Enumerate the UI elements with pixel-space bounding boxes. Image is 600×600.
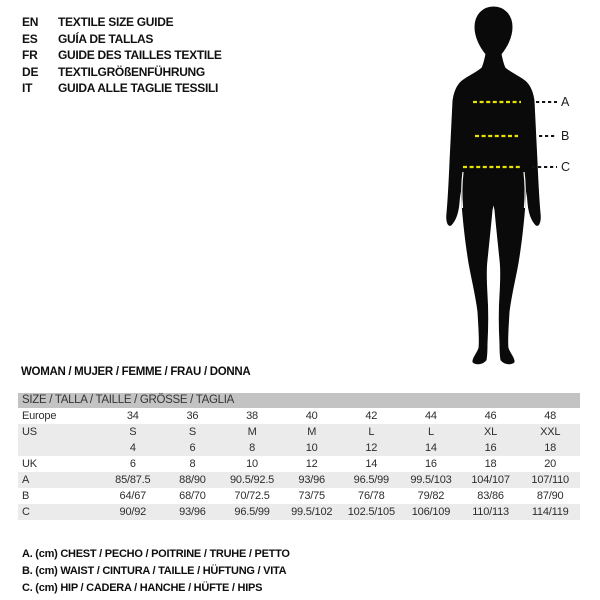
lang-row-de — [22, 64, 222, 81]
lang-row-es — [22, 31, 222, 48]
row-label: US — [22, 426, 37, 438]
lang-code: EN — [22, 15, 39, 29]
marker-label-waist: B — [561, 129, 570, 143]
lang-code: FR — [22, 48, 38, 62]
size-cell: 12 — [365, 442, 378, 454]
size-cell: 64/67 — [119, 490, 147, 502]
row-label: Europe — [22, 410, 57, 422]
lang-code: DE — [22, 64, 39, 79]
size-cell: 14 — [425, 442, 437, 454]
size-cell: 34 — [126, 410, 139, 422]
size-cell: 44 — [425, 410, 437, 422]
legend-line-chest: A. (cm) CHEST / PECHO / POITRINE / TRUHE / PETTO — [22, 548, 290, 560]
lang-title: GUÍA DE TALLAS — [58, 31, 154, 46]
row-label: A — [22, 474, 30, 486]
size-cell: 18 — [484, 458, 497, 470]
size-cell: XXL — [540, 426, 561, 438]
size-cell: 90.5/92.5 — [230, 474, 275, 486]
table-row — [18, 424, 580, 440]
table-row — [18, 408, 580, 424]
size-cell: 104/107 — [471, 474, 510, 486]
size-cell: 8 — [249, 442, 256, 454]
size-cell: 10 — [246, 458, 258, 470]
size-cell: S — [188, 426, 196, 438]
size-cell: L — [427, 426, 434, 438]
size-cell: 88/90 — [179, 474, 206, 486]
size-cell: 114/119 — [531, 506, 569, 518]
marker-label-chest: A — [561, 95, 570, 109]
size-cell: 10 — [305, 442, 318, 454]
table-row — [18, 488, 580, 504]
size-cell: 36 — [186, 410, 199, 422]
row-label — [18, 440, 103, 456]
size-cell: 40 — [305, 410, 318, 422]
size-cell: 12 — [305, 458, 318, 470]
row-label: UK — [22, 458, 37, 470]
size-cell: M — [307, 426, 317, 438]
lang-row-it — [22, 80, 222, 97]
size-cell: 102.5/105 — [347, 506, 395, 518]
table-row — [18, 504, 580, 520]
size-cell: 16 — [484, 442, 497, 454]
lang-row-fr — [22, 47, 222, 64]
size-table — [18, 393, 580, 520]
size-cell: 93/96 — [298, 474, 325, 486]
size-cell: 99.5/102 — [291, 506, 333, 518]
size-cell: 70/72.5 — [234, 490, 270, 502]
language-title-block — [22, 14, 222, 97]
table-row — [18, 472, 580, 488]
size-cell: 8 — [189, 458, 196, 470]
size-cell: 4 — [129, 442, 136, 454]
size-cell: 90/92 — [119, 506, 147, 518]
size-cell: 42 — [365, 410, 378, 422]
woman-silhouette-icon — [420, 0, 600, 370]
size-cell: 87/90 — [536, 490, 564, 502]
lang-title: GUIDA ALLE TAGLIE TESSILI — [58, 81, 219, 95]
size-cell: 96.5/99 — [234, 506, 270, 518]
size-cell: XL — [484, 426, 498, 438]
size-cell: 107/110 — [531, 474, 569, 486]
size-cell: 68/70 — [179, 490, 206, 502]
lang-code: ES — [22, 31, 38, 46]
size-table-rows — [18, 408, 580, 520]
size-cell: 46 — [484, 410, 497, 422]
size-cell: 99.5/103 — [410, 474, 452, 486]
size-cell: 18 — [544, 442, 557, 454]
size-cell: 20 — [544, 458, 557, 470]
table-header: SIZE / TALLA / TAILLE / GRÖSSE / TAGLIA — [18, 393, 580, 408]
table-row — [18, 456, 580, 472]
legend-line-waist: B. (cm) WAIST / CINTURA / TAILLE / HÜFTUNG / VITA — [22, 565, 287, 577]
size-cell: 16 — [425, 458, 437, 470]
measurement-figure — [420, 0, 600, 370]
row-label: B — [22, 490, 30, 502]
size-cell: 76/78 — [358, 490, 385, 502]
legend-line-hip: C. (cm) HIP / CADERA / HANCHE / HÜFTE / HIPS — [22, 582, 263, 594]
measurement-legend — [22, 546, 290, 597]
section-title: WOMAN / MUJER / FEMME / FRAU / DONNA — [21, 366, 251, 378]
size-cell: 6 — [189, 442, 196, 454]
size-cell: 73/75 — [298, 490, 325, 502]
size-cell: M — [247, 426, 257, 438]
marker-label-hip: C — [561, 160, 571, 174]
size-cell: 96.5/99 — [353, 474, 389, 486]
size-cell: 106/109 — [411, 506, 451, 518]
size-cell: 110/113 — [472, 506, 509, 518]
lang-row-en — [22, 14, 222, 31]
size-cell: 38 — [246, 410, 258, 422]
row-label: C — [22, 506, 30, 518]
lang-title: TEXTILGRÖßENFÜHRUNG — [58, 64, 205, 79]
lang-title: TEXTILE SIZE GUIDE — [58, 15, 174, 29]
size-cell: 79/82 — [417, 490, 445, 502]
table-row — [18, 440, 580, 456]
size-cell: L — [368, 426, 375, 438]
size-cell: 48 — [544, 410, 557, 422]
size-cell: 14 — [365, 458, 378, 470]
size-cell: 6 — [129, 458, 136, 470]
size-cell: S — [129, 426, 137, 438]
lang-code: IT — [22, 81, 33, 95]
size-cell: 83/86 — [477, 490, 504, 502]
lang-title: GUIDE DES TAILLES TEXTILE — [58, 48, 222, 62]
size-cell: 93/96 — [179, 506, 206, 518]
size-cell: 85/87.5 — [115, 474, 151, 486]
